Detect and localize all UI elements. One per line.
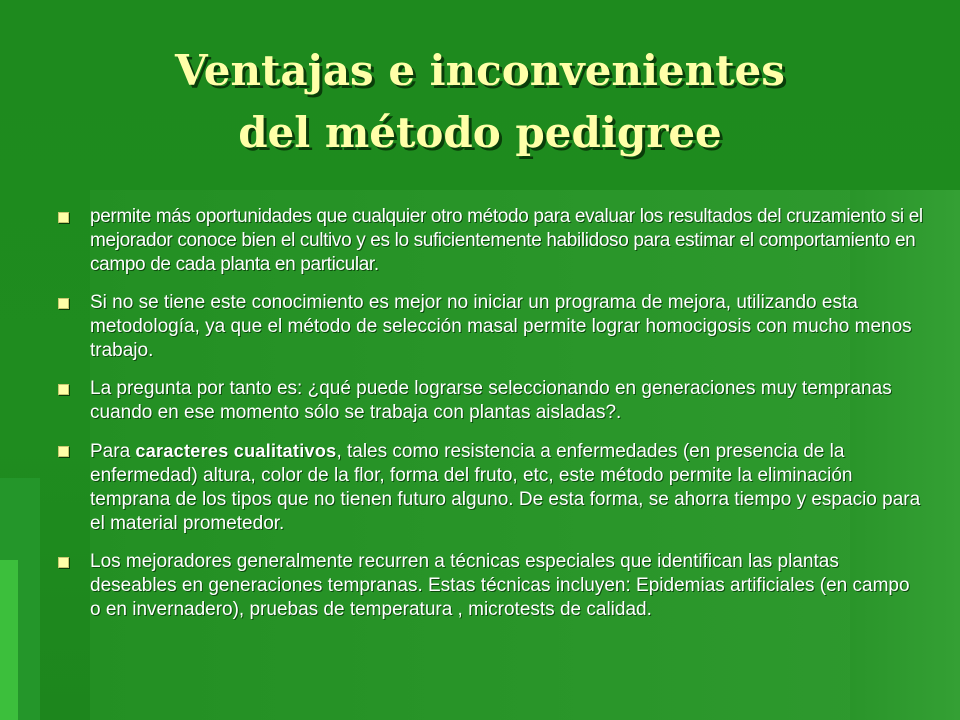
bullet-text-suffix: , tales como resistencia a enfermedades (en presencia de la enfermedad) altura, color de la flor, forma del fruto, etc, este método permite la eliminación temprana de los tipos que no tienen futuro alguno. De esta forma, se ahorra tiempo y espacio para el material prometedor. <box>90 441 921 534</box>
bullet-item <box>52 439 924 536</box>
bullet-list <box>52 205 924 636</box>
bullet-text: permite más oportunidades que cualquier otro método para evaluar los resultados del cruzamiento si el mejorador conoce bien el cultivo y es lo suficientemente habilidoso para estimar el comportamiento en campo de cada planta en particular. <box>90 206 923 275</box>
square-bullet-icon <box>58 557 69 568</box>
bullet-text: Si no se tiene este conocimiento es mejor no iniciar un programa de mejora, utilizando esta metodología, ya que el método de selección masal permite lograr homocigosis con mucho menos trabajo. <box>90 292 912 361</box>
square-bullet-icon <box>58 298 69 309</box>
square-bullet-icon <box>58 212 69 223</box>
bullet-bold-term: caracteres cualitativos <box>135 441 337 461</box>
bullet-item <box>52 205 924 277</box>
bullet-item <box>52 291 924 363</box>
slide-title-line2: del método pedigree <box>238 108 722 157</box>
bullet-item <box>52 377 924 425</box>
bullet-text: La pregunta por tanto es: ¿qué puede lograrse seleccionando en generaciones muy tempranas cuando en ese momento sólo se trabaja con plantas aisladas?. <box>90 378 892 423</box>
square-bullet-icon <box>58 384 69 395</box>
slide-title <box>40 40 920 164</box>
background-strip-left <box>0 560 18 720</box>
square-bullet-icon <box>58 446 69 457</box>
bullet-text: Los mejoradores generalmente recurren a técnicas especiales que identifican las plantas deseables en generaciones tempranas. Estas técnicas incluyen: Epidemias artificiales (en campo o en invernadero), pruebas de temperatura , microtests de calidad. <box>90 551 910 620</box>
bullet-text-prefix: Para <box>90 441 136 462</box>
bullet-item <box>52 550 924 622</box>
slide-title-line1: Ventajas e inconvenientes <box>175 46 785 95</box>
